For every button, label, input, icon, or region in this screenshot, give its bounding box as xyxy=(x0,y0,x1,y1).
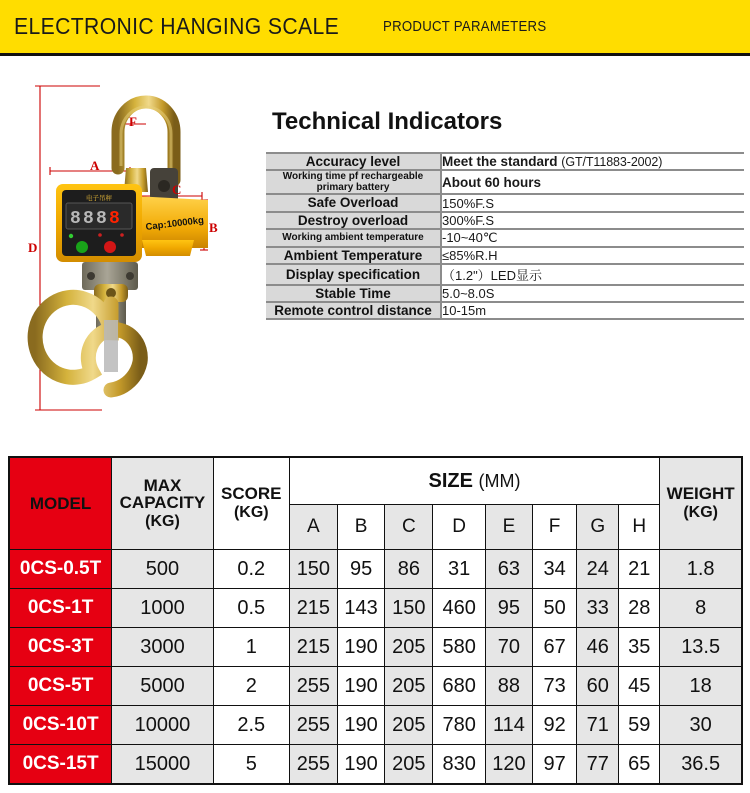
table-row xyxy=(9,589,742,628)
tech-row xyxy=(266,153,744,170)
cell-size-a: 150 xyxy=(289,550,337,589)
cell-max-capacity: 1000 xyxy=(112,589,214,628)
cell-max-capacity: 3000 xyxy=(112,628,214,667)
spec-header-size-h: H xyxy=(619,505,660,550)
cell-model: 0CS-1T xyxy=(9,589,112,628)
max-capacity-unit: (KG) xyxy=(145,512,180,530)
cell-size-g: 77 xyxy=(577,745,619,785)
cell-size-b: 143 xyxy=(338,589,385,628)
svg-text:8: 8 xyxy=(96,209,107,229)
spec-header-size-a: A xyxy=(289,505,337,550)
cell-size-d: 830 xyxy=(433,745,485,785)
spec-header-size-f: F xyxy=(533,505,577,550)
tech-key: Display specification xyxy=(266,264,441,285)
cell-size-a: 215 xyxy=(289,628,337,667)
size-unit: (MM) xyxy=(478,470,521,491)
tech-value xyxy=(441,153,744,170)
cell-size-f: 97 xyxy=(533,745,577,785)
cell-size-h: 45 xyxy=(619,667,660,706)
cell-model: 0CS-10T xyxy=(9,706,112,745)
cell-size-c: 205 xyxy=(385,667,433,706)
cell-weight: 1.8 xyxy=(660,550,742,589)
cell-size-c: 205 xyxy=(385,745,433,785)
cell-score: 2.5 xyxy=(213,706,289,745)
product-photo xyxy=(22,72,262,427)
cell-model: 0CS-3T xyxy=(9,628,112,667)
cell-max-capacity: 10000 xyxy=(112,706,214,745)
score-label: SCORE xyxy=(221,484,282,504)
cell-size-h: 59 xyxy=(619,706,660,745)
cell-size-g: 24 xyxy=(577,550,619,589)
header-divider xyxy=(0,53,750,56)
cell-weight: 36.5 xyxy=(660,745,742,785)
svg-text:Cap:10000kg: Cap:10000kg xyxy=(145,214,205,233)
cell-size-a: 255 xyxy=(289,745,337,785)
size-label: SIZE xyxy=(428,469,473,492)
tech-key: Accuracy level xyxy=(266,153,441,170)
table-row xyxy=(9,628,742,667)
cell-score: 2 xyxy=(213,667,289,706)
table-row xyxy=(9,550,742,589)
cell-size-h: 21 xyxy=(619,550,660,589)
cell-size-g: 60 xyxy=(577,667,619,706)
tech-value: ≤85%R.H xyxy=(441,247,744,264)
cell-size-c: 205 xyxy=(385,628,433,667)
cell-size-a: 255 xyxy=(289,667,337,706)
cell-weight: 8 xyxy=(660,589,742,628)
spec-table-body xyxy=(9,550,742,785)
table-row xyxy=(9,745,742,785)
cell-size-d: 680 xyxy=(433,667,485,706)
cell-model: 0CS-5T xyxy=(9,667,112,706)
cell-size-f: 34 xyxy=(533,550,577,589)
spec-header-size-b: B xyxy=(338,505,385,550)
cell-score: 0.2 xyxy=(213,550,289,589)
technical-indicators-table xyxy=(266,152,744,320)
svg-text:电子吊秤: 电子吊秤 xyxy=(86,195,112,202)
cell-size-e: 70 xyxy=(485,628,532,667)
cell-size-b: 190 xyxy=(338,706,385,745)
tech-key: Ambient Temperature xyxy=(266,247,441,264)
cell-score: 5 xyxy=(213,745,289,785)
cell-model: 0CS-15T xyxy=(9,745,112,785)
tech-row xyxy=(266,229,744,247)
spec-header-score xyxy=(213,457,289,550)
tech-row xyxy=(266,247,744,264)
dimension-label-b: B xyxy=(209,220,218,235)
dimension-label-d: D xyxy=(28,240,38,255)
spec-header-size-g: G xyxy=(577,505,619,550)
spec-header-size-d: D xyxy=(433,505,485,550)
tech-value: About 60 hours xyxy=(441,170,744,194)
tech-value: 150%F.S xyxy=(441,194,744,211)
cell-size-h: 65 xyxy=(619,745,660,785)
crane-scale-illustration xyxy=(22,72,262,427)
tech-value: -10~40℃ xyxy=(441,229,744,247)
dimension-label-f: F xyxy=(129,114,137,129)
weight-label: WEIGHT xyxy=(666,484,735,504)
spec-header-size-e: E xyxy=(485,505,532,550)
specification-table xyxy=(8,456,743,785)
weight-unit: (KG) xyxy=(683,504,718,522)
cell-size-b: 95 xyxy=(338,550,385,589)
cell-weight: 18 xyxy=(660,667,742,706)
tech-row xyxy=(266,194,744,211)
cell-size-e: 95 xyxy=(485,589,532,628)
cell-size-b: 190 xyxy=(338,745,385,785)
cell-max-capacity: 15000 xyxy=(112,745,214,785)
tech-key: Destroy overload xyxy=(266,212,441,229)
spec-header-size xyxy=(289,457,660,505)
max-capacity-label: MAX CAPACITY xyxy=(119,475,206,513)
svg-text:8: 8 xyxy=(83,209,94,229)
cell-size-f: 73 xyxy=(533,667,577,706)
cell-size-a: 255 xyxy=(289,706,337,745)
cell-size-c: 205 xyxy=(385,706,433,745)
page-title: ELECTRONIC HANGING SCALE xyxy=(14,13,340,39)
spec-header-model: MODEL xyxy=(9,457,112,550)
cell-size-f: 67 xyxy=(533,628,577,667)
tech-value-text: Meet the standard xyxy=(442,154,558,170)
table-row xyxy=(9,706,742,745)
cell-size-f: 92 xyxy=(533,706,577,745)
tech-row xyxy=(266,264,744,285)
spec-header-row-1 xyxy=(9,457,742,505)
table-row xyxy=(9,667,742,706)
tech-key: Safe Overload xyxy=(266,194,441,211)
cell-model: 0CS-0.5T xyxy=(9,550,112,589)
tech-row xyxy=(266,170,744,194)
cell-size-b: 190 xyxy=(338,628,385,667)
cell-weight: 13.5 xyxy=(660,628,742,667)
dimension-label-c: C xyxy=(172,182,182,197)
cell-size-e: 120 xyxy=(485,745,532,785)
score-unit: (KG) xyxy=(233,504,269,522)
tech-value: 300%F.S xyxy=(441,212,744,229)
tech-value: 5.0~8.0S xyxy=(441,285,744,302)
cell-size-e: 63 xyxy=(485,550,532,589)
cell-weight: 30 xyxy=(660,706,742,745)
cell-max-capacity: 5000 xyxy=(112,667,214,706)
cell-size-g: 33 xyxy=(577,589,619,628)
cell-size-g: 71 xyxy=(577,706,619,745)
cell-size-h: 35 xyxy=(619,628,660,667)
cell-size-c: 86 xyxy=(385,550,433,589)
cell-size-d: 31 xyxy=(433,550,485,589)
page-subtitle: PRODUCT PARAMETERS xyxy=(383,18,547,35)
spec-header-weight xyxy=(660,457,742,550)
cell-size-d: 580 xyxy=(433,628,485,667)
dimension-label-a: A xyxy=(90,158,100,173)
cell-score: 1 xyxy=(213,628,289,667)
cell-score: 0.5 xyxy=(213,589,289,628)
cell-size-g: 46 xyxy=(577,628,619,667)
svg-text:8: 8 xyxy=(109,209,120,229)
spec-header-max-capacity xyxy=(112,457,214,550)
cell-size-h: 28 xyxy=(619,589,660,628)
tech-row xyxy=(266,302,744,319)
cell-size-e: 88 xyxy=(485,667,532,706)
cell-size-b: 190 xyxy=(338,667,385,706)
cell-size-a: 215 xyxy=(289,589,337,628)
tech-value: 10-15m xyxy=(441,302,744,319)
technical-indicators-title: Technical Indicators xyxy=(272,108,503,135)
cell-size-c: 150 xyxy=(385,589,433,628)
tech-key: Remote control distance xyxy=(266,302,441,319)
tech-value-note: (GT/T11883-2002) xyxy=(561,155,663,170)
cell-max-capacity: 500 xyxy=(112,550,214,589)
cell-size-d: 460 xyxy=(433,589,485,628)
tech-row xyxy=(266,212,744,229)
spec-header-size-c: C xyxy=(385,505,433,550)
page-header-banner xyxy=(0,0,750,53)
cell-size-f: 50 xyxy=(533,589,577,628)
cell-size-d: 780 xyxy=(433,706,485,745)
tech-key: Working time pf rechargeable primary battery xyxy=(266,170,441,194)
svg-text:8: 8 xyxy=(70,209,81,229)
tech-key: Stable Time xyxy=(266,285,441,302)
tech-key: Working ambient temperature xyxy=(266,229,441,247)
tech-row xyxy=(266,285,744,302)
cell-size-e: 114 xyxy=(485,706,532,745)
tech-value: （1.2"）LED显示 xyxy=(441,264,744,285)
